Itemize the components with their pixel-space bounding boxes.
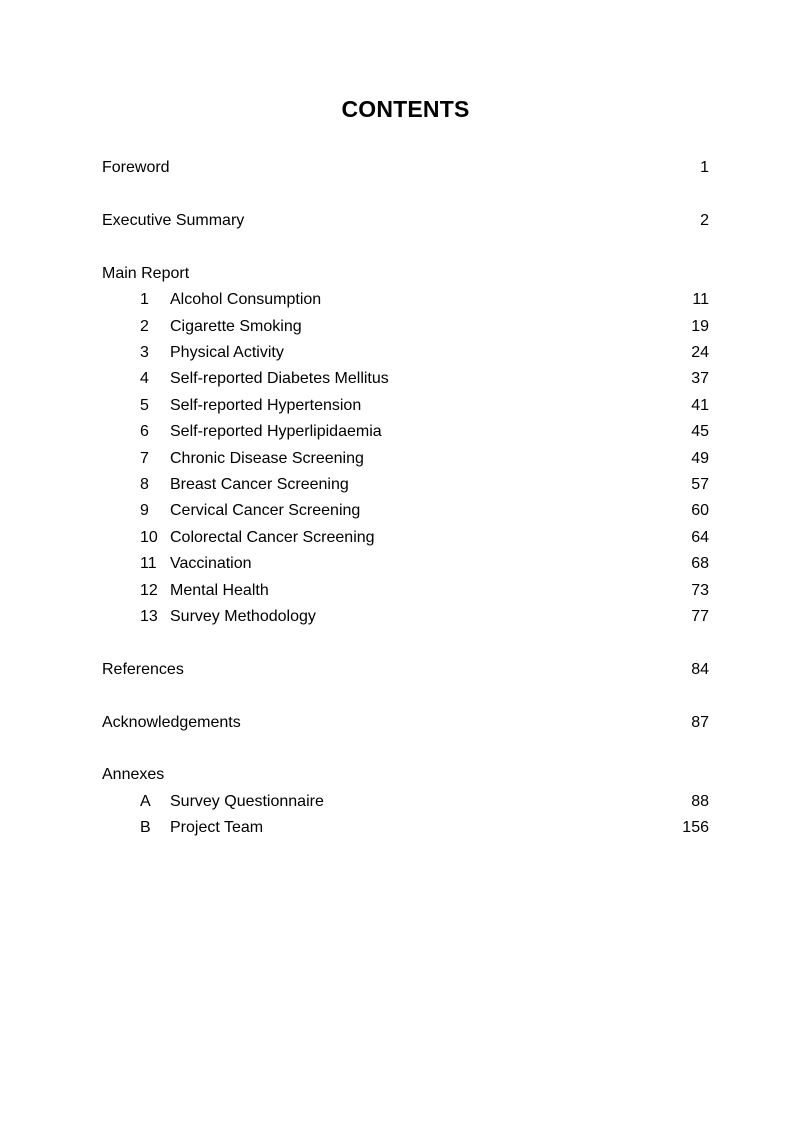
toc-subentry-label: Project Team (170, 819, 264, 836)
toc-section-heading: Annexes (102, 766, 165, 783)
toc-subentry-page: 60 (691, 502, 709, 519)
toc-subentry-number: 7 (140, 450, 149, 467)
toc-subentry-label: Self-reported Diabetes Mellitus (170, 370, 389, 387)
toc-subentry-number: 6 (140, 423, 149, 440)
toc-subentry-number: 11 (140, 555, 157, 572)
toc-subentry-label: Colorectal Cancer Screening (170, 529, 375, 546)
toc-entry-acknowledgements[interactable] (0, 712, 793, 734)
toc-subentry-page: 73 (691, 582, 709, 599)
toc-section-annexes (0, 764, 793, 786)
toc-subentry-label: Vaccination (170, 555, 252, 572)
toc-subentry-number: A (140, 793, 151, 810)
toc-subentry-page: 88 (691, 793, 709, 810)
toc-subentry-page: 24 (691, 344, 709, 361)
toc-subentry[interactable] (0, 527, 793, 549)
toc-subentry-number: 5 (140, 397, 149, 414)
toc-subentry-label: Chronic Disease Screening (170, 450, 364, 467)
toc-section-heading: Main Report (102, 265, 190, 282)
toc-subentry-number: 1 (140, 291, 149, 308)
toc-subentry[interactable] (0, 791, 793, 813)
toc-subentry-page: 19 (691, 318, 709, 335)
toc-subentry-label: Survey Methodology (170, 608, 316, 625)
toc-subentry[interactable] (0, 580, 793, 602)
toc-subentry-label: Cervical Cancer Screening (170, 502, 361, 519)
toc-subentry[interactable] (0, 606, 793, 628)
toc-subentry[interactable] (0, 368, 793, 390)
toc-subentry-number: 2 (140, 318, 149, 335)
toc-entry-label: Foreword (102, 159, 170, 176)
toc-subentry-page: 57 (691, 476, 709, 493)
toc-entry-foreword[interactable] (0, 157, 793, 179)
toc-subentry[interactable] (0, 395, 793, 417)
toc-subentry-page: 37 (691, 370, 709, 387)
toc-subentry-number: 3 (140, 344, 149, 361)
toc-subentry-label: Mental Health (170, 582, 269, 599)
toc-subentry-label: Physical Activity (170, 344, 284, 361)
page-title: CONTENTS (341, 96, 470, 122)
toc-entry-label: References (102, 661, 184, 678)
toc-subentry[interactable] (0, 817, 793, 839)
toc-subentry-page: 156 (682, 819, 709, 836)
toc-section-main-report (0, 263, 793, 285)
toc-entry-label: Acknowledgements (102, 714, 241, 731)
toc-entry-references[interactable] (0, 659, 793, 681)
toc-entry-executive-summary[interactable] (0, 210, 793, 232)
toc-subentry[interactable] (0, 289, 793, 311)
toc-subentry[interactable] (0, 342, 793, 364)
toc-subentry[interactable] (0, 421, 793, 443)
toc-entry-page: 2 (700, 212, 709, 229)
toc-subentry-page: 68 (691, 555, 709, 572)
toc-subentry[interactable] (0, 316, 793, 338)
toc-subentry-page: 77 (691, 608, 709, 625)
toc-subentry-number: 4 (140, 370, 149, 387)
toc-subentry-number: 9 (140, 502, 149, 519)
toc-entry-label: Executive Summary (102, 212, 245, 229)
toc-subentry[interactable] (0, 448, 793, 470)
toc-subentry-page: 45 (691, 423, 709, 440)
toc-subentry-label: Survey Questionnaire (170, 793, 324, 810)
toc-subentry-label: Self-reported Hypertension (170, 397, 362, 414)
toc-entry-page: 84 (691, 661, 709, 678)
toc-entry-page: 1 (700, 159, 709, 176)
toc-subentry-number: 12 (140, 582, 158, 599)
toc-subentry-page: 49 (691, 450, 709, 467)
toc-subentry-label: Self-reported Hyperlipidaemia (170, 423, 382, 440)
toc-subentry[interactable] (0, 553, 793, 575)
toc-entry-page: 87 (691, 714, 709, 731)
toc-subentry[interactable] (0, 500, 793, 522)
toc-subentry-number: B (140, 819, 151, 836)
toc-subentry-number: 13 (140, 608, 158, 625)
toc-subentry-page: 64 (691, 529, 709, 546)
toc-subentry-page: 41 (691, 397, 709, 414)
toc-subentry-number: 8 (140, 476, 149, 493)
toc-subentry-page: 11 (692, 291, 709, 308)
toc-subentry-number: 10 (140, 529, 158, 546)
toc-subentry-label: Cigarette Smoking (170, 318, 302, 335)
toc-subentry-label: Breast Cancer Screening (170, 476, 349, 493)
toc-subentry-label: Alcohol Consumption (170, 291, 322, 308)
toc-subentry[interactable] (0, 474, 793, 496)
